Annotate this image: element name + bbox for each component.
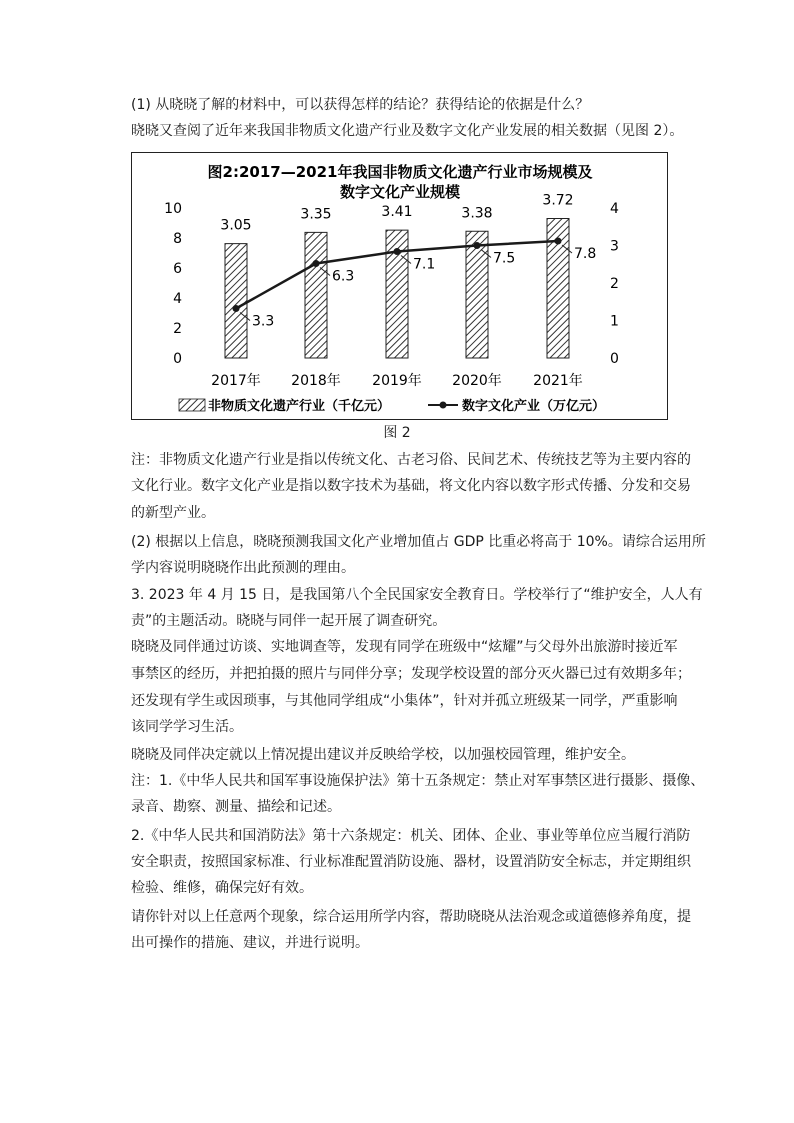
line-point (313, 260, 320, 267)
line-point (233, 305, 240, 312)
left-axis-tick: 2 (173, 321, 182, 337)
legend-line-marker (440, 402, 447, 409)
law-note-2-line-2: 安全职责，按照国家标准、行业标准配置消防设施、器材，设置消防安全标志，并定期组织 (131, 854, 691, 870)
chart-title-line-2: 数字文化产业规模 (339, 183, 461, 201)
figure-caption: 图 2 (383, 425, 411, 441)
chart-svg (132, 153, 669, 421)
question-3-line-2: 出可操作的措施、建议，并进行说明。 (131, 935, 369, 951)
question-2-line-2: 学内容说明晓晓作出此预测的理由。 (131, 560, 355, 576)
bar-data-label: 3.41 (381, 204, 413, 221)
line-point (474, 242, 481, 249)
decision-line: 晓晓及同伴决定就以上情况提出建议并反映给学校，以加强校园管理，维护安全。 (131, 747, 635, 763)
left-axis-tick: 0 (173, 351, 182, 367)
chart-title-line-1: 图2:2017—2021年我国非物质文化遗产行业市场规模及 (207, 163, 593, 181)
line-point (394, 248, 401, 255)
note-line-1: 注：非物质文化遗产行业是指以传统文化、古老习俗、民间艺术、传统技艺等为主要内容的 (131, 452, 691, 468)
bar-2017年 (225, 244, 247, 358)
bar-2020年 (466, 231, 488, 358)
note-line-3: 的新型产业。 (131, 505, 215, 521)
left-axis-tick: 6 (173, 261, 182, 277)
left-axis-tick: 8 (173, 231, 182, 247)
right-axis-tick: 0 (610, 351, 619, 367)
bar-data-label: 3.38 (461, 205, 493, 222)
line-data-label: 6.3 (332, 268, 355, 285)
bar-data-label: 3.35 (300, 206, 332, 223)
findings-line-4: 该同学学习生活。 (131, 719, 243, 735)
line-data-label: 7.5 (493, 250, 516, 267)
right-axis-tick: 3 (610, 238, 619, 255)
item-3-line-1: 3. 2023 年 4 月 15 日，是我国第八个全民国家安全教育日。学校举行了“维护安全，人人有 (131, 587, 703, 603)
legend-bar-swatch (179, 399, 205, 411)
line-data-label: 3.3 (252, 313, 275, 330)
law-note-1-line-1: 注：1.《中华人民共和国军事设施保护法》第十五条规定：禁止对军事禁区进行摄影、摄像、 (131, 773, 705, 789)
x-axis-tick: 2018年 (291, 373, 341, 389)
right-axis-tick: 1 (610, 313, 619, 330)
x-axis-tick: 2020年 (452, 373, 502, 389)
bar-data-label: 3.72 (542, 192, 574, 209)
x-axis-tick: 2019年 (372, 373, 422, 389)
bar-2018年 (305, 232, 327, 358)
law-note-2-line-3: 检验、维修，确保完好有效。 (131, 880, 313, 896)
line-data-label: 7.1 (413, 256, 436, 273)
intro-text: 晓晓又查阅了近年来我国非物质文化遗产行业及数字文化产业发展的相关数据（见图 2）。 (131, 123, 684, 139)
law-note-2-line-1: 2.《中华人民共和国消防法》第十六条规定：机关、团体、企业、事业等单位应当履行消防 (131, 828, 691, 844)
findings-line-3: 还发现有学生或因琐事，与其他同学组成“小集体”，针对并孤立班级某一同学，严重影响 (131, 693, 678, 709)
left-axis-tick: 10 (164, 201, 182, 217)
question-2-line-1: (2) 根据以上信息，晓晓预测我国文化产业增加值占 GDP 比重必将高于 10%。请综合运用所 (131, 534, 706, 550)
x-axis-tick: 2021年 (533, 373, 583, 389)
law-note-1-line-2: 录音、勘察、测量、描绘和记述。 (131, 799, 341, 815)
chart-figure-2 (131, 152, 668, 420)
right-axis-tick: 2 (610, 276, 619, 292)
line-point (555, 238, 562, 245)
x-axis-tick: 2017年 (211, 373, 261, 389)
question-1: (1) 从晓晓了解的材料中，可以获得怎样的结论？获得结论的依据是什么？ (131, 97, 590, 113)
line-data-label: 7.8 (574, 246, 597, 262)
left-axis-tick: 4 (173, 291, 182, 307)
legend-bar-label: 非物质文化遗产行业（千亿元） (208, 399, 391, 414)
item-3-line-2: 责”的主题活动。晓晓与同伴一起开展了调查研究。 (131, 613, 447, 629)
bar-data-label: 3.05 (220, 217, 252, 234)
legend-line-label: 数字文化产业（万亿元） (462, 399, 606, 414)
question-3-line-1: 请你针对以上任意两个现象，综合运用所学内容，帮助晓晓从法治观念或道德修养角度，提 (131, 909, 691, 925)
note-line-2: 文化行业。数字文化产业是指以数字技术为基础，将文化内容以数字形式传播、分发和交易 (131, 478, 691, 494)
findings-line-1: 晓晓及同伴通过访谈、实地调查等，发现有同学在班级中“炫耀”与父母外出旅游时接近军 (131, 639, 678, 655)
findings-line-2: 事禁区的经历，并把拍摄的照片与同伴分享；发现学校设置的部分灭火器已过有效期多年； (131, 666, 691, 682)
right-axis-tick: 4 (610, 201, 619, 217)
